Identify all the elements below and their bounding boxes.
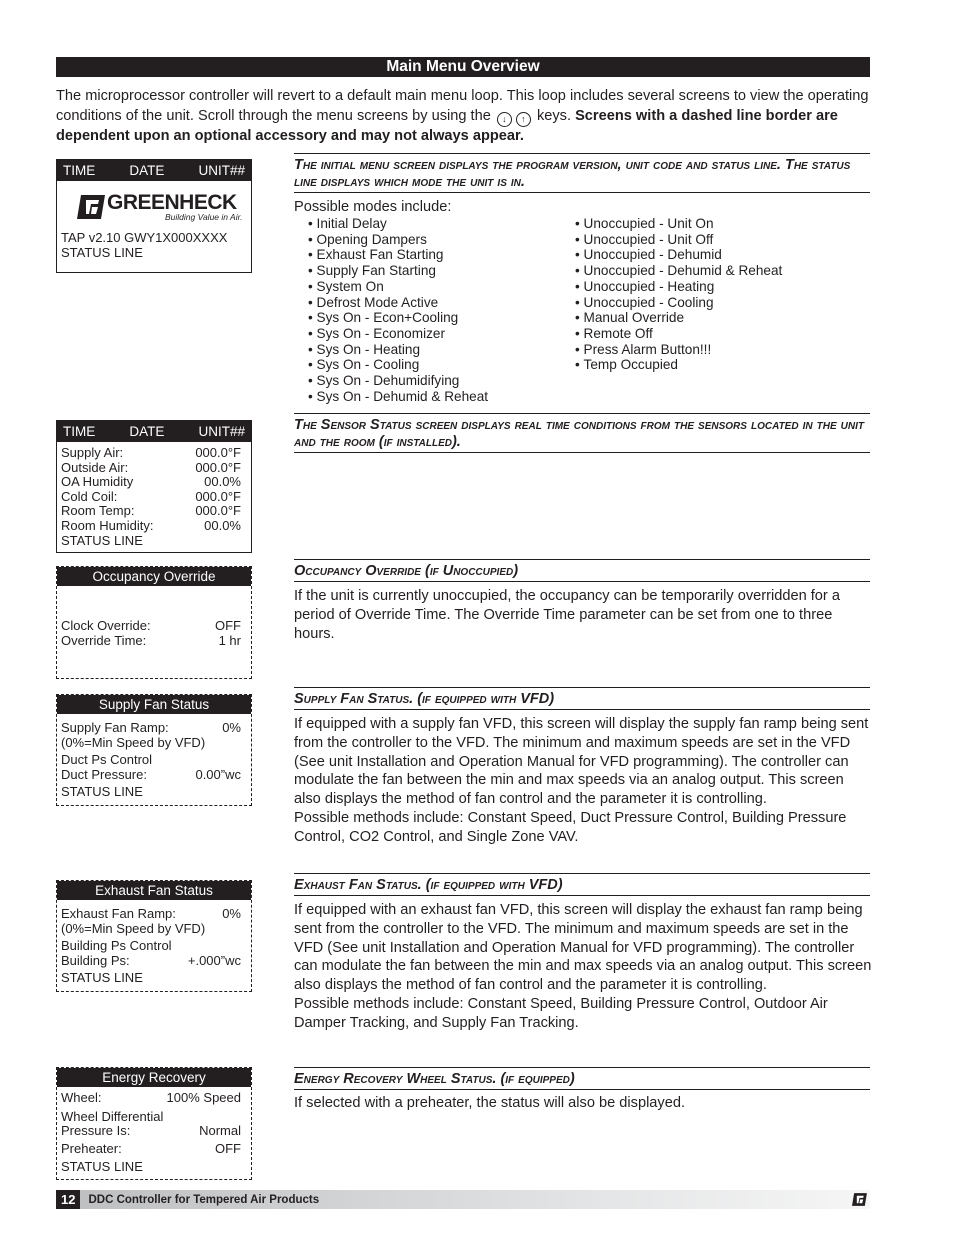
logo-tagline: Building Value in Air. [165,212,243,222]
list-item: • Exhaust Fan Starting [308,247,575,263]
screen-header: Supply Fan Status [57,695,251,714]
screen-header [57,421,251,442]
screen-header [57,160,251,181]
exhaust-section-body [294,901,872,1033]
intro-dashed-note: Screens with a dashed line border are dependent upon an optional accessory and may not always appear. [56,107,838,144]
intro-text: The microprocessor controller will revert to a default main menu loop. This loop includes several screens to view the operating conditions of the unit. Scroll through the menu screens by using the [56,88,869,124]
sensor-row: Room Humidity: 00.0% [61,517,241,533]
supply-section-heading: Supply Fan Status. (if equipped with VFD) [294,687,870,710]
page-number: 12 [56,1190,80,1209]
up-arrow-key-icon: ↑ [516,112,531,127]
ramp-row: Exhaust Fan Ramp: 0% [61,906,241,921]
list-item: • Supply Fan Starting [308,263,575,279]
list-item: • Sys On - Cooling [308,357,575,373]
status-line: STATUS LINE [61,970,143,986]
page-footer [56,1190,870,1209]
screen-header: Occupancy Override [57,567,251,586]
wheel-differential-line: Wheel Differential [61,1108,164,1124]
pressure-row: Pressure Is: Normal [61,1123,241,1139]
list-item: • Remote Off [575,326,782,342]
energy-section-body: If selected with a preheater, the status will also be displayed. [294,1095,686,1111]
modes-left-list [294,216,575,404]
list-item: • Unoccupied - Dehumid & Reheat [575,263,782,279]
status-line: STATUS LINE [61,784,143,800]
list-item: • Press Alarm Button!!! [575,342,782,358]
status-line: STATUS LINE [61,244,143,260]
exhaust-section-heading: Exhaust Fan Status. (if equipped with VFD) [294,873,870,896]
sensor-screen-box [56,420,252,553]
version-line: TAP v2.10 GWY1X000XXXX [61,230,228,245]
occupancy-section-heading: Occupancy Override (if Unoccupied) [294,559,870,582]
modes-intro: Possible modes include: [294,199,452,215]
energy-recovery-screen-box [56,1067,252,1180]
header-time: TIME [63,163,96,178]
logo-word: GREENHECK [107,191,237,214]
header-time: TIME [63,424,96,439]
occupancy-section-body: If the unit is currently unoccupied, the occupancy can be temporarily overridden for a period of Override Time. The Override Time parameter can be set from one to three hours. [294,588,840,642]
control-line: Building Ps Control [61,938,172,954]
list-item: • Initial Delay [308,216,575,232]
preheater-row: Preheater: OFF [61,1140,241,1156]
exhaust-fan-screen-box [56,880,252,992]
screen-header: Exhaust Fan Status [57,881,251,900]
greenheck-g-icon [852,1192,868,1207]
sensor-row: OA Humidity 00.0% [61,474,241,490]
list-item: • Sys On - Econ+Cooling [308,310,575,326]
list-item: • Unoccupied - Unit On [575,216,782,232]
modes-block [294,198,870,404]
greenheck-logo [57,181,251,227]
initial-section-heading: The initial menu screen displays the program version, unit code and status line. The status line displays which mode the unit is in. [294,153,870,193]
list-item: • System On [308,279,575,295]
sensor-section-heading: The Sensor Status screen displays real time conditions from the sensors located in the unit and the room (if installed). [294,413,870,453]
list-item: • Defrost Mode Active [308,295,575,311]
greenheck-g-icon [77,193,107,221]
list-item: • Unoccupied - Unit Off [575,232,782,248]
sensor-row: Outside Air: 000.0°F [61,459,241,475]
header-date: DATE [129,424,165,439]
occupancy-row: Override Time: 1 hr [61,632,241,648]
sensor-row: Room Temp: 000.0°F [61,503,241,519]
list-item: • Unoccupied - Dehumid [575,247,782,263]
supply-body-text: If equipped with a supply fan VFD, this screen will display the supply fan ramp being sent from the controller to the VFD. The minimum and maximum speeds are set in the VFD (See unit Installation and Operation Manual for VFD programming). The controller can modulate the fan between the min and max speeds via an analog output. This screen also displays the method of fan control and the parameter it is controlling. [294,716,869,808]
header-unit: UNIT## [198,424,245,439]
page-title: Main Menu Overview [56,57,870,77]
sensor-row: Cold Coil: 000.0°F [61,488,241,504]
footer-doc-title: DDC Controller for Tempered Air Products [88,1193,320,1206]
supply-section-body [294,715,872,847]
list-item: • Manual Override [575,310,782,326]
wheel-row: Wheel: 100% Speed [61,1090,241,1105]
list-item: • Temp Occupied [575,357,782,373]
status-line: STATUS LINE [61,532,143,548]
list-item: • Sys On - Dehumidifying [308,373,575,389]
list-item: • Opening Dampers [308,232,575,248]
exhaust-body-text: If equipped with an exhaust fan VFD, this screen will display the exhaust fan ramp being sent from the controller to the VFD. The minimum and maximum speeds are set in the VFD (See unit Installation and Operation Manual for VFD programming). The controller can modulate the fan between the min and max speeds via an analog output. This screen also displays the method of fan control and the parameter it is controlling. [294,902,872,994]
supply-fan-screen-box [56,694,252,806]
pressure-row: Building Ps: +.000”wc [61,952,241,968]
intro-paragraph [56,87,872,146]
header-date: DATE [129,163,165,178]
header-unit: UNIT## [198,163,245,178]
sensor-row: Supply Air: 000.0°F [61,445,241,460]
list-item: • Sys On - Dehumid & Reheat [308,389,575,405]
exhaust-methods-text: Possible methods include: Constant Speed, Building Pressure Control, Outdoor Air Damper Tracking, and Supply Fan Tracking. [294,995,828,1031]
energy-section-heading: Energy Recovery Wheel Status. (if equipped) [294,1067,870,1090]
list-item: • Unoccupied - Heating [575,279,782,295]
occupancy-row: Clock Override: OFF [61,618,241,633]
list-item: • Sys On - Heating [308,342,575,358]
list-item: • Unoccupied - Cooling [575,295,782,311]
intro-keys-text: keys. [536,107,572,124]
down-arrow-key-icon: ↓ [497,112,512,127]
control-line: Duct Ps Control [61,752,153,768]
list-item: • Sys On - Economizer [308,326,575,342]
screen-header: Energy Recovery [57,1068,251,1087]
ramp-note: (0%=Min Speed by VFD) [61,734,206,750]
modes-right-list [575,216,782,404]
pressure-row: Duct Pressure: 0.00”wc [61,766,241,782]
initial-screen-box [56,159,252,273]
status-line: STATUS LINE [61,1159,143,1175]
ramp-row: Supply Fan Ramp: 0% [61,720,241,735]
ramp-note: (0%=Min Speed by VFD) [61,920,206,936]
supply-methods-text: Possible methods include: Constant Speed, Duct Pressure Control, Building Pressure Control, CO2 Control, and Single Zone VAV. [294,809,847,845]
occupancy-screen-box [56,566,252,679]
